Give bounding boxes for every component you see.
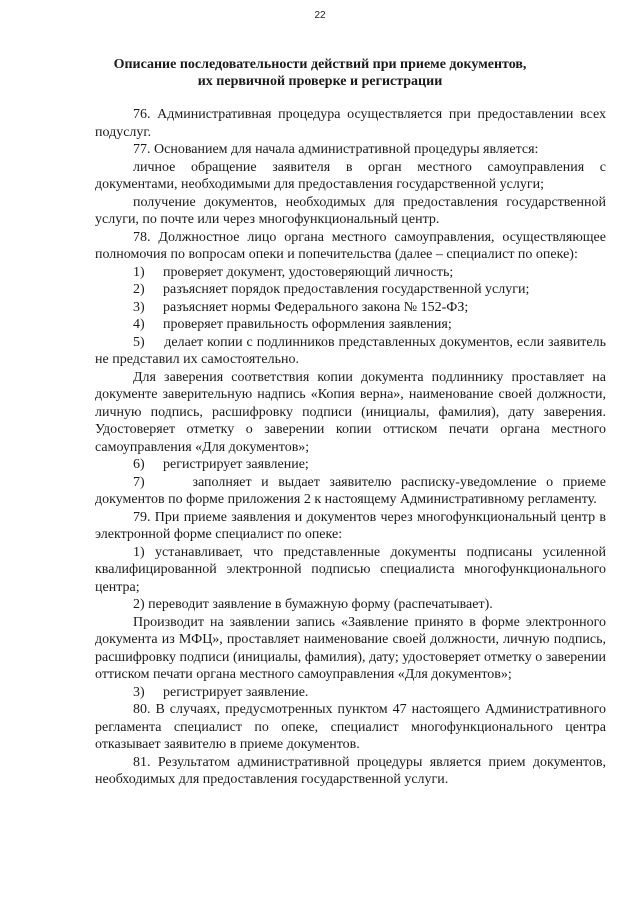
paragraph-77: 77. Основанием для начала административной процедуры является: <box>133 142 539 157</box>
paragraph-79-item-1: 1) устанавливает, что представленные документы подписаны усиленной квалифицированной электронной подписью специалиста многофункционального центра; <box>95 544 606 595</box>
list-item-text: проверяет правильность оформления заявления; <box>163 317 452 332</box>
list-item <box>95 299 606 317</box>
list-item-text: регистрирует заявление. <box>163 684 309 700</box>
paragraph-81: 81. Результатом административной процедуры является прием документов, необходимых для предоставления государственной услуги. <box>95 754 606 787</box>
list-item <box>95 456 606 474</box>
paragraph-77-personal-appeal: личное обращение заявителя в орган местного самоуправления с документами, необходимыми для предоставления государственной услуги; <box>95 159 606 192</box>
list-item-number: 3) <box>133 299 145 315</box>
list-item <box>95 474 606 509</box>
section-title-line-1: Описание последовательности действий при приеме документов, <box>113 57 527 72</box>
list-item-text: проверяет документ, удостоверяющий личность; <box>163 264 454 280</box>
paragraph-78: 78. Должностное лицо органа местного самоуправления, осуществляющее полномочия по вопросам опеки и попечительства (далее – специалист по опеке): <box>95 229 606 262</box>
list-item-number: 3) <box>133 684 145 700</box>
list-item <box>95 316 606 334</box>
paragraph-mfc-record: Производит на заявлении запись «Заявление принято в форме электронного документа из МФЦ», проставляет наименование своей должности, личную подпись, расшифровку подписи (инициалы, фамилия), дату; удостоверяет отметку о заверении оттиском печати органа местного самоуправления «Для документов»; <box>95 614 606 682</box>
list-item <box>95 281 606 299</box>
list-item-number: 7) <box>133 474 145 490</box>
paragraph-76: 76. Административная процедура осуществляется при предоставлении всех подуслуг. <box>95 107 606 140</box>
paragraph-77-receipt-by-mail: получение документов, необходимых для предоставления государственной услуги, по почте или через многофункциональный центр. <box>95 194 606 227</box>
paragraph-copy-certification: Для заверения соответствия копии документа подлиннику проставляет на документе заверительную надпись «Копия верна», наименование своей должности, личную подпись, расшифровку подписи (инициалы, фамилия), дату заверения. Удостоверяет отметку о заверении копии оттиском печати органа местного самоуправления «Для документов»; <box>95 369 606 455</box>
list-item <box>95 334 606 369</box>
list-item-number: 6) <box>133 457 145 472</box>
section-title-line-2: их первичной проверке и регистрации <box>197 74 443 89</box>
list-item-text: делает копии с подлинников представленных документов, если заявитель не представил их самостоятельно. <box>95 334 607 367</box>
list-item-text: заполняет и выдает заявителю расписку-уведомление о приеме документов по форме приложения 2 к настоящему Административному регламенту. <box>95 474 607 507</box>
page-number: 22 <box>314 10 326 21</box>
list-item-text: разъясняет нормы Федерального закона № 152-ФЗ; <box>163 299 469 315</box>
paragraph-79-item-2: 2) переводит заявление в бумажную форму (распечатывает). <box>133 597 493 612</box>
document-body <box>95 106 606 789</box>
list-item-number: 5) <box>133 334 145 350</box>
list-item-number: 1) <box>133 264 145 280</box>
section-title <box>0 56 640 90</box>
list-item <box>95 684 606 702</box>
list-item <box>95 264 606 282</box>
list-item-text: регистрирует заявление; <box>163 457 309 472</box>
list-item-number: 4) <box>133 317 145 332</box>
paragraph-79: 79. При приеме заявления и документов через многофункциональный центр в электронной форме специалист по опеке: <box>95 509 606 542</box>
paragraph-80: 80. В случаях, предусмотренных пунктом 47 настоящего Административного регламента специалист по опеке, специалист многофункционального центра отказывает заявителю в приеме документов. <box>95 702 606 752</box>
list-item-number: 2) <box>133 282 145 297</box>
list-item-text: разъясняет порядок предоставления государственной услуги; <box>163 282 530 297</box>
